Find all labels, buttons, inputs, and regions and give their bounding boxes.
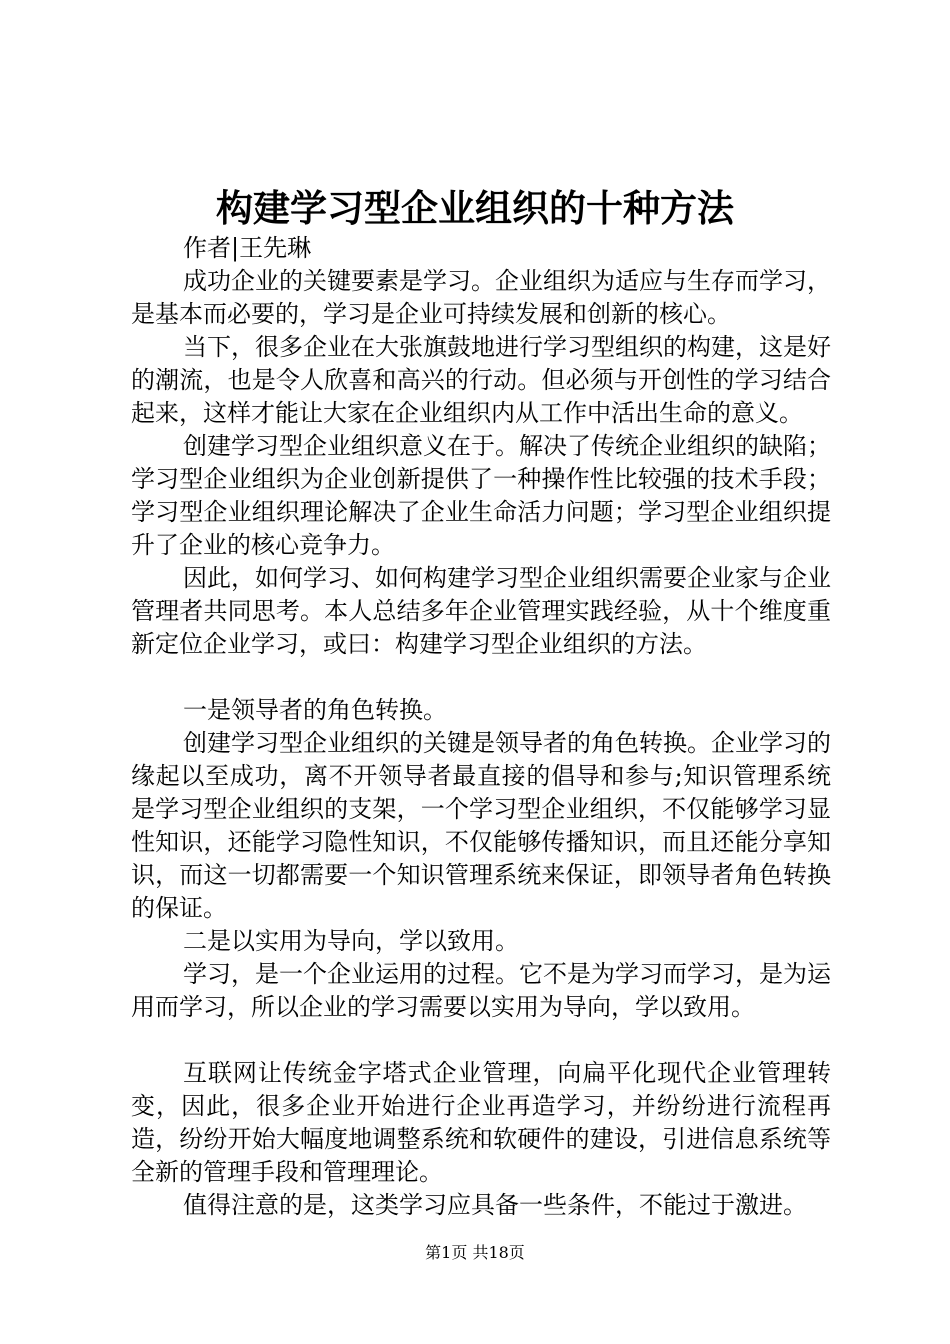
paragraph: 创建学习型企业组织意义在于。解决了传统企业组织的缺陷；学习型企业组织为企业创新提供了一种操作性比较强的技术手段；学习型企业组织理论解决了企业生命活力问题；学习型企业组织提升了企业的核心竞争力。 [131, 432, 831, 559]
section-heading: 一是领导者的角色转换。 [183, 696, 447, 724]
document-body [131, 232, 831, 1222]
author-line: 作者|王先琳 [183, 234, 312, 262]
section-heading: 二是以实用为导向，学以致用。 [183, 927, 519, 955]
paragraph: 互联网让传统金字塔式企业管理，向扁平化现代企业管理转变，因此，很多企业开始进行企业再造学习，并纷纷进行流程再造，纷纷开始大幅度地调整系统和软硬件的建设，引进信息系统等全新的管理手段和管理理论。 [131, 1059, 831, 1186]
page-number: 第1页 共18页 [425, 1243, 525, 1262]
paragraph: 因此，如何学习、如何构建学习型企业组织需要企业家与企业管理者共同思考。本人总结多年企业管理实践经验，从十个维度重新定位企业学习，或曰：构建学习型企业组织的方法。 [131, 564, 831, 658]
document-title: 构建学习型企业组织的十种方法 [216, 186, 734, 230]
paragraph: 值得注意的是，这类学习应具备一些条件，不能过于激进。 [183, 1191, 807, 1219]
paragraph: 成功企业的关键要素是学习。企业组织为适应与生存而学习，是基本而必要的，学习是企业可持续发展和创新的核心。 [131, 267, 831, 328]
paragraph: 当下，很多企业在大张旗鼓地进行学习型组织的构建，这是好的潮流，也是令人欣喜和高兴的行动。但必须与开创性的学习结合起来，这样才能让大家在企业组织内从工作中活出生命的意义。 [131, 333, 831, 427]
paragraph: 学习，是一个企业运用的过程。它不是为学习而学习，是为运用而学习，所以企业的学习需要以实用为导向，学以致用。 [131, 960, 831, 1021]
paragraph: 创建学习型企业组织的关键是领导者的角色转换。企业学习的缘起以至成功，离不开领导者最直接的倡导和参与;知识管理系统是学习型企业组织的支架，一个学习型企业组织，不仅能够学习显性知识，还能学习隐性知识，不仅能够传播知识，而且还能分享知识，而这一切都需要一个知识管理系统来保证，即领导者角色转换的保证。 [131, 729, 831, 922]
